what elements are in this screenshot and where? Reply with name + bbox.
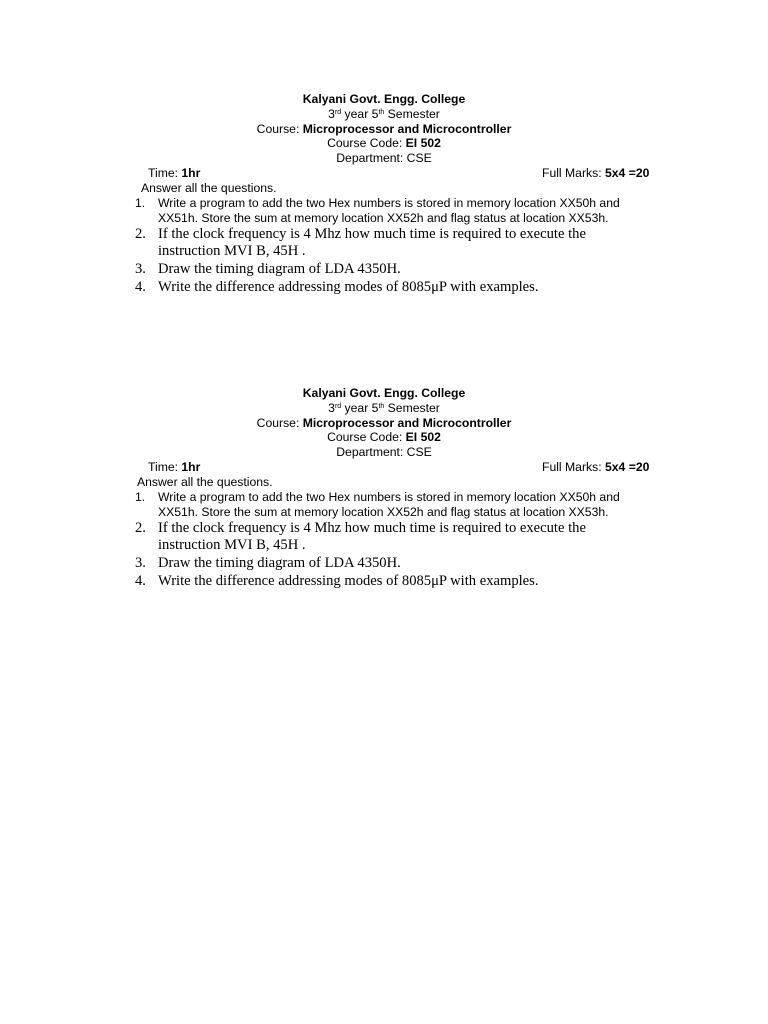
instruction: Answer all the questions. (141, 180, 277, 195)
year-semester: 3rd year 5th Semester (328, 400, 440, 415)
full-marks: Full Marks: 5x4 =20 (542, 459, 650, 474)
course-line: Course: Microprocessor and Microcontroller (256, 415, 512, 430)
college-name: Kalyani Govt. Engg. College (302, 92, 466, 106)
question-item: 4. Write the difference addressing modes of 8085μP with examples. (135, 278, 539, 295)
question-item: 3. Draw the timing diagram of LDA 4350H. (135, 554, 401, 571)
course-code-line: Course Code: EI 502 (327, 430, 441, 445)
time-marks-row (0, 166, 768, 181)
year-semester: 3rd year 5th Semester (328, 106, 440, 121)
course-code: EI 502 (405, 136, 441, 151)
department-line: Department: CSE (336, 445, 432, 460)
question-list (0, 490, 768, 589)
question-paper-1 (0, 92, 768, 295)
paper-header (0, 386, 768, 460)
course-name: Microprocessor and Microcontroller (302, 415, 512, 430)
time-marks-row (0, 460, 768, 475)
question-item: 1. Write a program to add the two Hex numbers is stored in memory location XX50h and XX51h. Store the sum at memory location XX52h and flag status at location XX53h. (135, 489, 620, 519)
time-allowed: Time: 1hr (148, 165, 201, 180)
department-line: Department: CSE (336, 151, 432, 166)
question-item: 3. Draw the timing diagram of LDA 4350H. (135, 260, 401, 277)
question-item: 2. If the clock frequency is 4 Mhz how much time is required to execute the instruction MVI B, 45H . (135, 226, 586, 259)
full-marks: Full Marks: 5x4 =20 (542, 165, 650, 180)
paper-header (0, 92, 768, 166)
course-name: Microprocessor and Microcontroller (302, 121, 512, 136)
question-item: 4. Write the difference addressing modes of 8085μP with examples. (135, 572, 539, 589)
course-code-line: Course Code: EI 502 (327, 136, 441, 151)
college-name: Kalyani Govt. Engg. College (302, 386, 466, 400)
instruction: Answer all the questions. (137, 474, 273, 489)
course-line: Course: Microprocessor and Microcontroller (256, 121, 512, 136)
question-item: 1. Write a program to add the two Hex numbers is stored in memory location XX50h and XX51h. Store the sum at memory location XX52h and flag status at location XX53h. (135, 195, 620, 225)
course-code: EI 502 (405, 430, 441, 445)
question-list (0, 196, 768, 295)
question-item: 2. If the clock frequency is 4 Mhz how much time is required to execute the instruction MVI B, 45H . (135, 520, 586, 553)
question-paper-2 (0, 386, 768, 589)
time-allowed: Time: 1hr (148, 459, 201, 474)
